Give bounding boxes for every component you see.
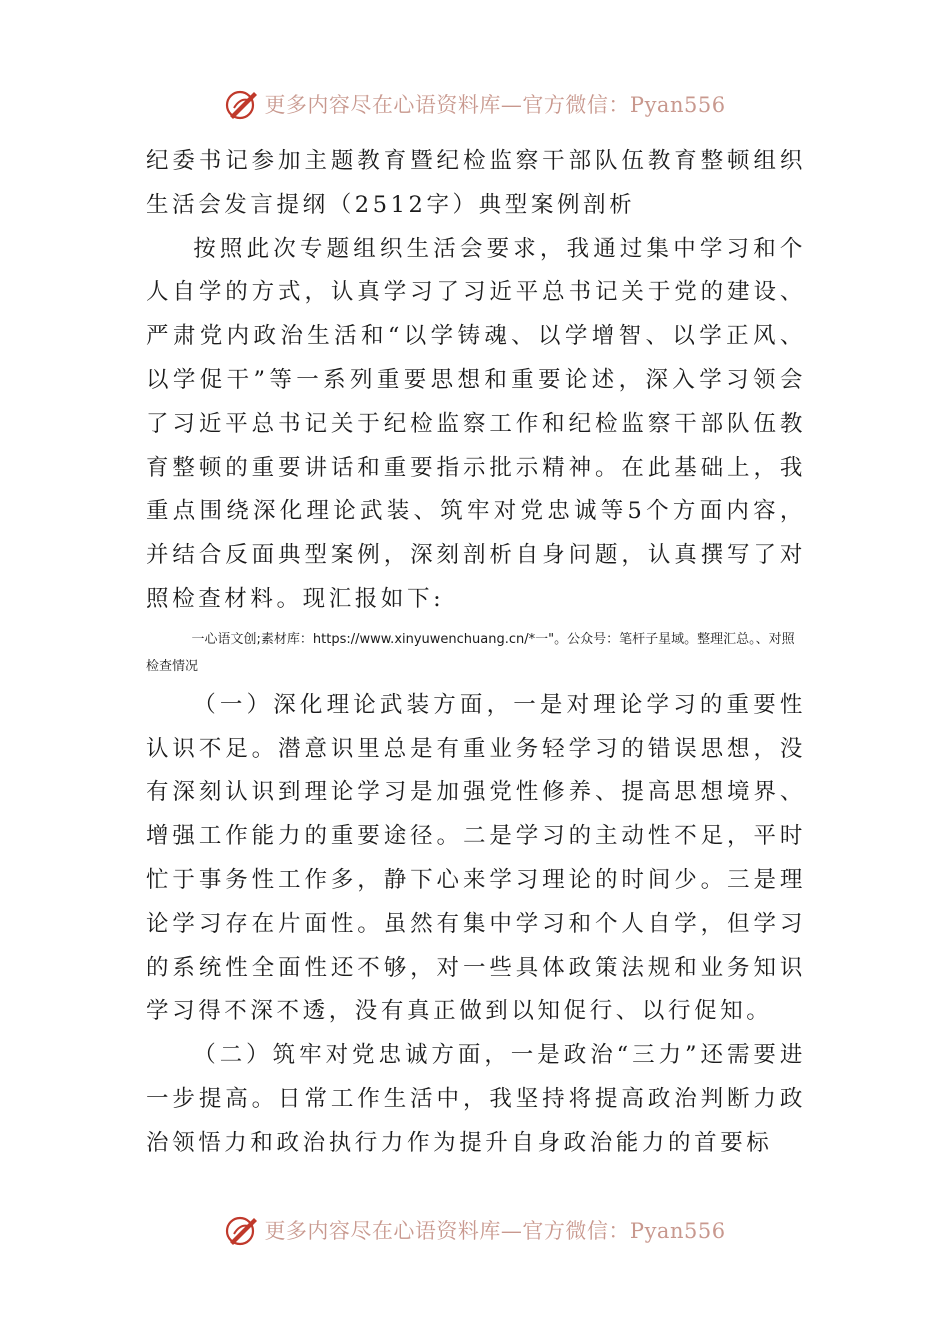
section-1-paragraph: （一）深化理论武装方面，一是对理论学习的重要性认识不足。潜意识里总是有重业务轻学习的错误思想，没有深刻认识到理论学习是加强党性修养、提高思想境界、增强工作能力的重要途径。二是学习的主动性不足，平时忙于事务性工作多，静下心来学习理论的时间少。三是理论学习存在片面性。虽然有集中学习和个人自学，但学习的系统性全面性还不够，对一些具体政策法规和业务知识学习得不深不透，没有真正做到以知促行、以行促知。 [146,691,806,1025]
header-banner [0,82,950,126]
document-title: 纪委书记参加主题教育暨纪检监察干部队伍教育整顿组织生活会发言提纲（2512字）典型案例剖析 [146,148,806,218]
banner-text: 更多内容尽在心语资料库—官方微信：Pyan556 [264,1219,726,1243]
intro-paragraph: 按照此次专题组织生活会要求，我通过集中学习和个人自学的方式，认真学习了习近平总书记关于党的建设、严肃党内政治生活和“以学铸魂、以学增智、以学正风、以学促干”等一系列重要思想和重要论述，深入学习领会了习近平总书记关于纪检监察工作和纪检监察干部队伍教育整顿的重要讲话和重要指示批示精神。在此基础上，我重点围绕深化理论武装、筑牢对党忠诚等5个方面内容，并结合反面典型案例，深刻剖析自身问题，认真撰写了对照检查材料。现汇报如下: [146,235,806,612]
banner-text: 更多内容尽在心语资料库—官方微信：Pyan556 [264,93,726,117]
section-2-paragraph: （二）筑牢对党忠诚方面，一是政治“三力”还需要进一步提高。日常工作生活中，我坚持将提高政治判断力政治领悟力和政治执行力作为提升自身政治能力的首要标 [146,1042,806,1156]
footer-banner [0,1208,950,1252]
pen-logo-icon [224,86,260,122]
pen-logo-icon [224,1212,260,1248]
source-note: 一心语文创;素材库：https://www.xinyuwenchuang.cn/*一"。公众号：笔杆子星域。整理汇总。、对照检查情况 [146,631,795,674]
document-body [146,140,806,1166]
